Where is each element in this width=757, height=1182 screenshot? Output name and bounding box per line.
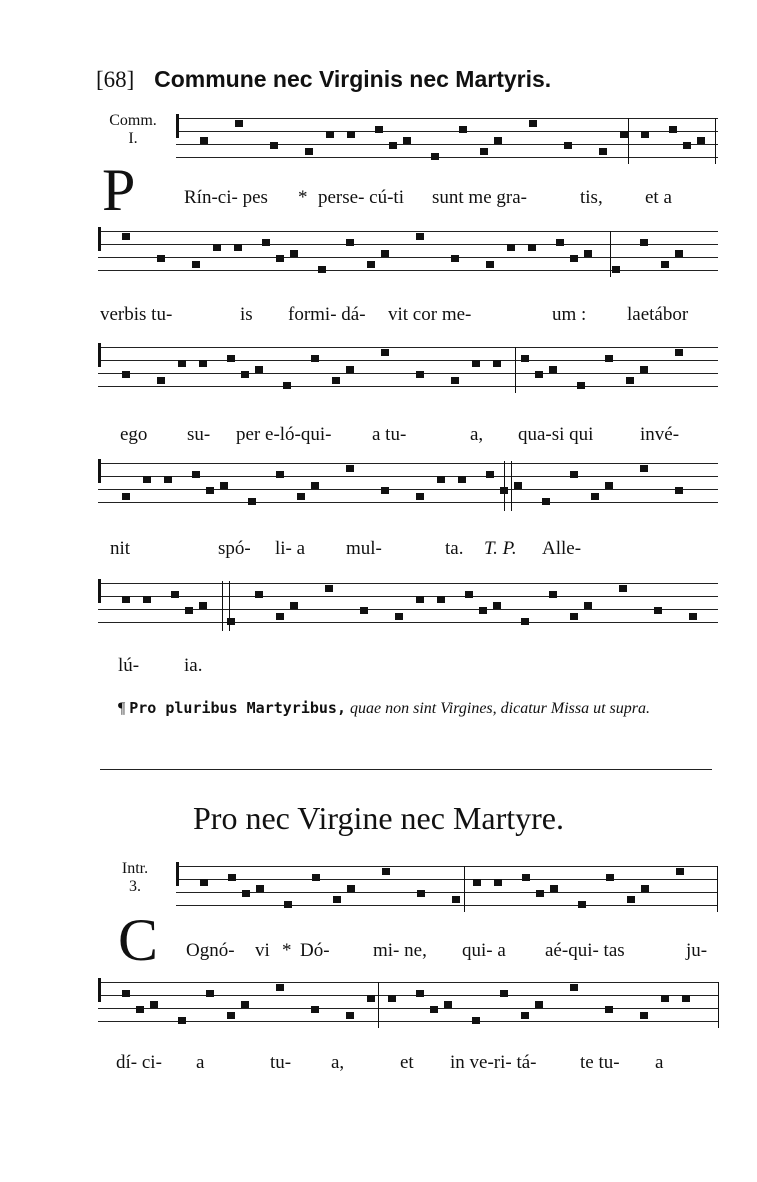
neume [599, 148, 607, 155]
neume [256, 885, 264, 892]
neume [486, 471, 494, 478]
clef [176, 862, 186, 886]
neume [381, 349, 389, 356]
neume [248, 498, 256, 505]
neume [311, 482, 319, 489]
chant-type-2: Intr. [121, 860, 149, 877]
neume [346, 366, 354, 373]
neume [605, 1006, 613, 1013]
staff-7 [98, 982, 718, 1028]
neume [157, 377, 165, 384]
neume [619, 585, 627, 592]
neume [528, 244, 536, 251]
neume [500, 487, 508, 494]
neume [276, 613, 284, 620]
neume [347, 131, 355, 138]
neume [542, 498, 550, 505]
neume [627, 896, 635, 903]
neume [459, 126, 467, 133]
neume [346, 1012, 354, 1019]
neume [382, 868, 390, 875]
neume [143, 596, 151, 603]
neume [178, 360, 186, 367]
neume [437, 476, 445, 483]
neume [367, 261, 375, 268]
neume [640, 366, 648, 373]
neume [605, 355, 613, 362]
neume [290, 602, 298, 609]
neume [473, 879, 481, 886]
neume [584, 250, 592, 257]
neume [136, 1006, 144, 1013]
neume [416, 596, 424, 603]
neume [199, 360, 207, 367]
neume [675, 250, 683, 257]
clef [98, 579, 108, 603]
neume [669, 126, 677, 133]
staff-5 [98, 583, 718, 629]
neume [192, 261, 200, 268]
neume [360, 607, 368, 614]
neume [514, 482, 522, 489]
neume [536, 890, 544, 897]
neume [346, 239, 354, 246]
neume [584, 602, 592, 609]
neume [570, 613, 578, 620]
drop-initial-2: C [118, 907, 159, 973]
neume [641, 885, 649, 892]
neume [255, 366, 263, 373]
clef [98, 227, 108, 251]
neume [367, 995, 375, 1002]
neume [122, 371, 130, 378]
neume [577, 382, 585, 389]
neume [417, 890, 425, 897]
neume [612, 266, 620, 273]
neume [437, 596, 445, 603]
neume [494, 879, 502, 886]
neume [262, 239, 270, 246]
neume [276, 984, 284, 991]
neume [493, 602, 501, 609]
neume [325, 585, 333, 592]
neume [185, 607, 193, 614]
neume [311, 355, 319, 362]
neume [661, 261, 669, 268]
neume [200, 879, 208, 886]
neume [591, 493, 599, 500]
drop-initial: P [102, 157, 136, 223]
neume [241, 371, 249, 378]
neume [641, 131, 649, 138]
neume [556, 239, 564, 246]
neume [605, 482, 613, 489]
neume [683, 142, 691, 149]
neume [332, 377, 340, 384]
chant-mode: I. [128, 130, 138, 147]
neume [283, 382, 291, 389]
neume [200, 137, 208, 144]
chant-type: Comm. [109, 112, 157, 129]
neume [507, 244, 515, 251]
divider [100, 769, 712, 770]
neume [276, 471, 284, 478]
neume [157, 255, 165, 262]
neume [564, 142, 572, 149]
neume [654, 607, 662, 614]
clef [98, 459, 108, 483]
neume [143, 476, 151, 483]
neume [535, 1001, 543, 1008]
neume [697, 137, 705, 144]
neume [381, 487, 389, 494]
neume [661, 995, 669, 1002]
neume [430, 1006, 438, 1013]
neume [311, 1006, 319, 1013]
neume [164, 476, 172, 483]
chant-mode-2: 3. [129, 878, 141, 895]
neume [452, 896, 460, 903]
neume [479, 607, 487, 614]
neume [227, 618, 235, 625]
neume [500, 990, 508, 997]
neume [192, 471, 200, 478]
neume [451, 377, 459, 384]
neume [227, 1012, 235, 1019]
neume [416, 233, 424, 240]
neume [318, 266, 326, 273]
neume [171, 591, 179, 598]
neume [640, 1012, 648, 1019]
neume [494, 137, 502, 144]
neume [431, 153, 439, 160]
page-header [96, 66, 551, 93]
neume [346, 465, 354, 472]
neume [570, 984, 578, 991]
neume [472, 1017, 480, 1024]
neume [242, 890, 250, 897]
neume [529, 120, 537, 127]
neume [255, 591, 263, 598]
neume [675, 349, 683, 356]
neume [620, 131, 628, 138]
staff-4 [98, 463, 718, 509]
page-number: [68] [96, 67, 135, 92]
clef [98, 978, 108, 1002]
neume [178, 1017, 186, 1024]
neume [472, 360, 480, 367]
neume [150, 1001, 158, 1008]
page-title: Commune nec Virginis nec Martyris. [154, 66, 552, 92]
neume [480, 148, 488, 155]
neume [521, 618, 529, 625]
neume [234, 244, 242, 251]
neume [122, 990, 130, 997]
neume [465, 591, 473, 598]
neume [578, 901, 586, 908]
neume [235, 120, 243, 127]
neume [535, 371, 543, 378]
neume [451, 255, 459, 262]
neume [606, 874, 614, 881]
neume [206, 990, 214, 997]
neume [270, 142, 278, 149]
neume [570, 255, 578, 262]
neume [521, 355, 529, 362]
neume [122, 596, 130, 603]
staff-6 [176, 866, 718, 912]
neume [640, 465, 648, 472]
neume [122, 493, 130, 500]
neume [676, 868, 684, 875]
neume [550, 885, 558, 892]
neume [333, 896, 341, 903]
neume [521, 1012, 529, 1019]
neume [312, 874, 320, 881]
neume [682, 995, 690, 1002]
chant-label-2 [110, 860, 160, 896]
neume [549, 591, 557, 598]
neume [416, 371, 424, 378]
neume [395, 613, 403, 620]
section-title: Pro nec Virgine nec Martyre. [193, 800, 564, 836]
neume [486, 261, 494, 268]
neume [626, 377, 634, 384]
staff-3 [98, 347, 718, 393]
neume [206, 487, 214, 494]
chant-label [100, 112, 166, 148]
neume [640, 239, 648, 246]
neume [305, 148, 313, 155]
neume [381, 250, 389, 257]
rubric-bold: Pro pluribus Martyribus, [129, 699, 346, 717]
neume [241, 1001, 249, 1008]
neume [458, 476, 466, 483]
neume [220, 482, 228, 489]
neume [570, 471, 578, 478]
neume [388, 995, 396, 1002]
neume [297, 493, 305, 500]
neume [549, 366, 557, 373]
staff-1 [176, 118, 718, 164]
neume [493, 360, 501, 367]
neume [326, 131, 334, 138]
neume [403, 137, 411, 144]
neume [416, 493, 424, 500]
neume [122, 233, 130, 240]
neume [284, 901, 292, 908]
neume [375, 126, 383, 133]
neume [213, 244, 221, 251]
clef [98, 343, 108, 367]
neume [290, 250, 298, 257]
neume [276, 255, 284, 262]
neume [689, 613, 697, 620]
neume [347, 885, 355, 892]
rubric-italic: quae non sint Virgines, dicatur Missa ut supra. [350, 700, 650, 717]
paragraph-mark: ¶ [118, 700, 126, 717]
neume [199, 602, 207, 609]
neume [228, 874, 236, 881]
clef [176, 114, 186, 138]
neume [675, 487, 683, 494]
neume [522, 874, 530, 881]
staff-2 [98, 231, 718, 277]
neume [444, 1001, 452, 1008]
neume [227, 355, 235, 362]
rubric-note [118, 696, 718, 721]
neume [389, 142, 397, 149]
neume [416, 990, 424, 997]
